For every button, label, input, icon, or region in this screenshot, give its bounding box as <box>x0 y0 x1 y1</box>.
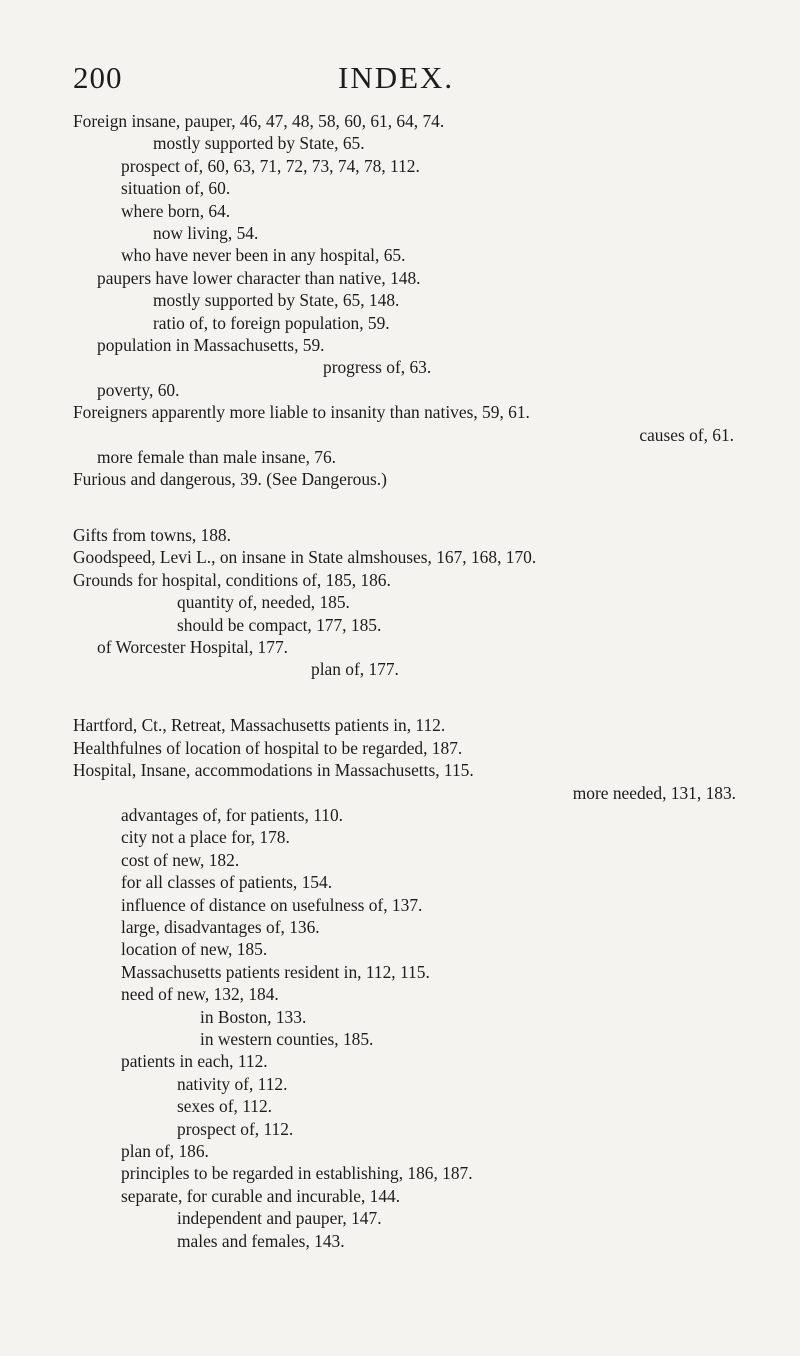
index-subentry: causes of, 61. <box>639 425 734 445</box>
index-subentry: for all classes of patients, 154. <box>121 872 333 892</box>
index-subentry: in western counties, 185. <box>200 1029 374 1049</box>
index-subentry: advantages of, for patients, 110. <box>121 805 343 825</box>
index-subentry: should be compact, 177, 185. <box>177 615 382 635</box>
running-head: INDEX. <box>338 60 455 95</box>
index-subentry: males and females, 143. <box>177 1231 345 1251</box>
index-subentry: of Worcester Hospital, 177. <box>97 637 288 657</box>
index-subentry: now living, 54. <box>153 223 259 243</box>
index-subentry: influence of distance on usefulness of, 137. <box>121 895 423 915</box>
index-entry: Hartford, Ct., Retreat, Massachusetts patients in, 112. <box>73 715 446 735</box>
index-entry: Healthfulnes of location of hospital to be regarded, 187. <box>73 738 463 758</box>
index-subentry: sexes of, 112. <box>177 1096 272 1116</box>
index-entry: Foreigners apparently more liable to insanity than natives, 59, 61. <box>73 402 530 422</box>
index-subentry: more female than male insane, 76. <box>97 447 337 467</box>
index-subentry: quantity of, needed, 185. <box>177 592 350 612</box>
index-subentry: cost of new, 182. <box>121 850 240 870</box>
index-subentry: patients in each, 112. <box>121 1051 268 1071</box>
index-subentry: ratio of, to foreign population, 59. <box>153 313 390 333</box>
index-entry: Hospital, Insane, accommodations in Massachusetts, 115. <box>73 760 474 780</box>
index-subentry: plan of, 177. <box>311 659 399 679</box>
index-subentry: prospect of, 112. <box>177 1119 294 1139</box>
index-subentry: city not a place for, 178. <box>121 827 290 847</box>
index-subentry: situation of, 60. <box>121 178 231 198</box>
page-header <box>0 60 800 96</box>
index-subentry: prospect of, 60, 63, 71, 72, 73, 74, 78, 112. <box>121 156 420 176</box>
index-subentry: progress of, 63. <box>323 357 432 377</box>
index-subentry: mostly supported by State, 65, 148. <box>153 290 400 310</box>
index-entry: Furious and dangerous, 39. (See Dangerous.) <box>73 469 387 489</box>
index-subentry: where born, 64. <box>121 201 231 221</box>
index-entry: Grounds for hospital, conditions of, 185, 186. <box>73 570 391 590</box>
index-entry: Foreign insane, pauper, 46, 47, 48, 58, 60, 61, 64, 74. <box>73 111 445 131</box>
index-subentry: large, disadvantages of, 136. <box>121 917 320 937</box>
index-subentry: need of new, 132, 184. <box>121 984 279 1004</box>
index-subentry: principles to be regarded in establishing, 186, 187. <box>121 1163 473 1183</box>
index-subentry: nativity of, 112. <box>177 1074 288 1094</box>
index-subentry: separate, for curable and incurable, 144. <box>121 1186 401 1206</box>
index-subentry: paupers have lower character than native, 148. <box>97 268 421 288</box>
index-subentry: population in Massachusetts, 59. <box>97 335 325 355</box>
index-entry: Goodspeed, Levi L., on insane in State almshouses, 167, 168, 170. <box>73 547 537 567</box>
index-subentry: more needed, 131, 183. <box>572 783 736 803</box>
index-subentry: plan of, 186. <box>121 1141 209 1161</box>
index-subentry: mostly supported by State, 65. <box>153 133 365 153</box>
index-entry: Gifts from towns, 188. <box>73 525 231 545</box>
index-subentry: in Boston, 133. <box>200 1007 307 1027</box>
index-subentry: poverty, 60. <box>97 380 180 400</box>
index-subentry: Massachusetts patients resident in, 112, 115. <box>121 962 430 982</box>
index-subentry: location of new, 185. <box>121 939 268 959</box>
index-subentry: independent and pauper, 147. <box>177 1208 382 1228</box>
index-subentry: who have never been in any hospital, 65. <box>121 245 406 265</box>
page-number: 200 <box>73 60 123 95</box>
